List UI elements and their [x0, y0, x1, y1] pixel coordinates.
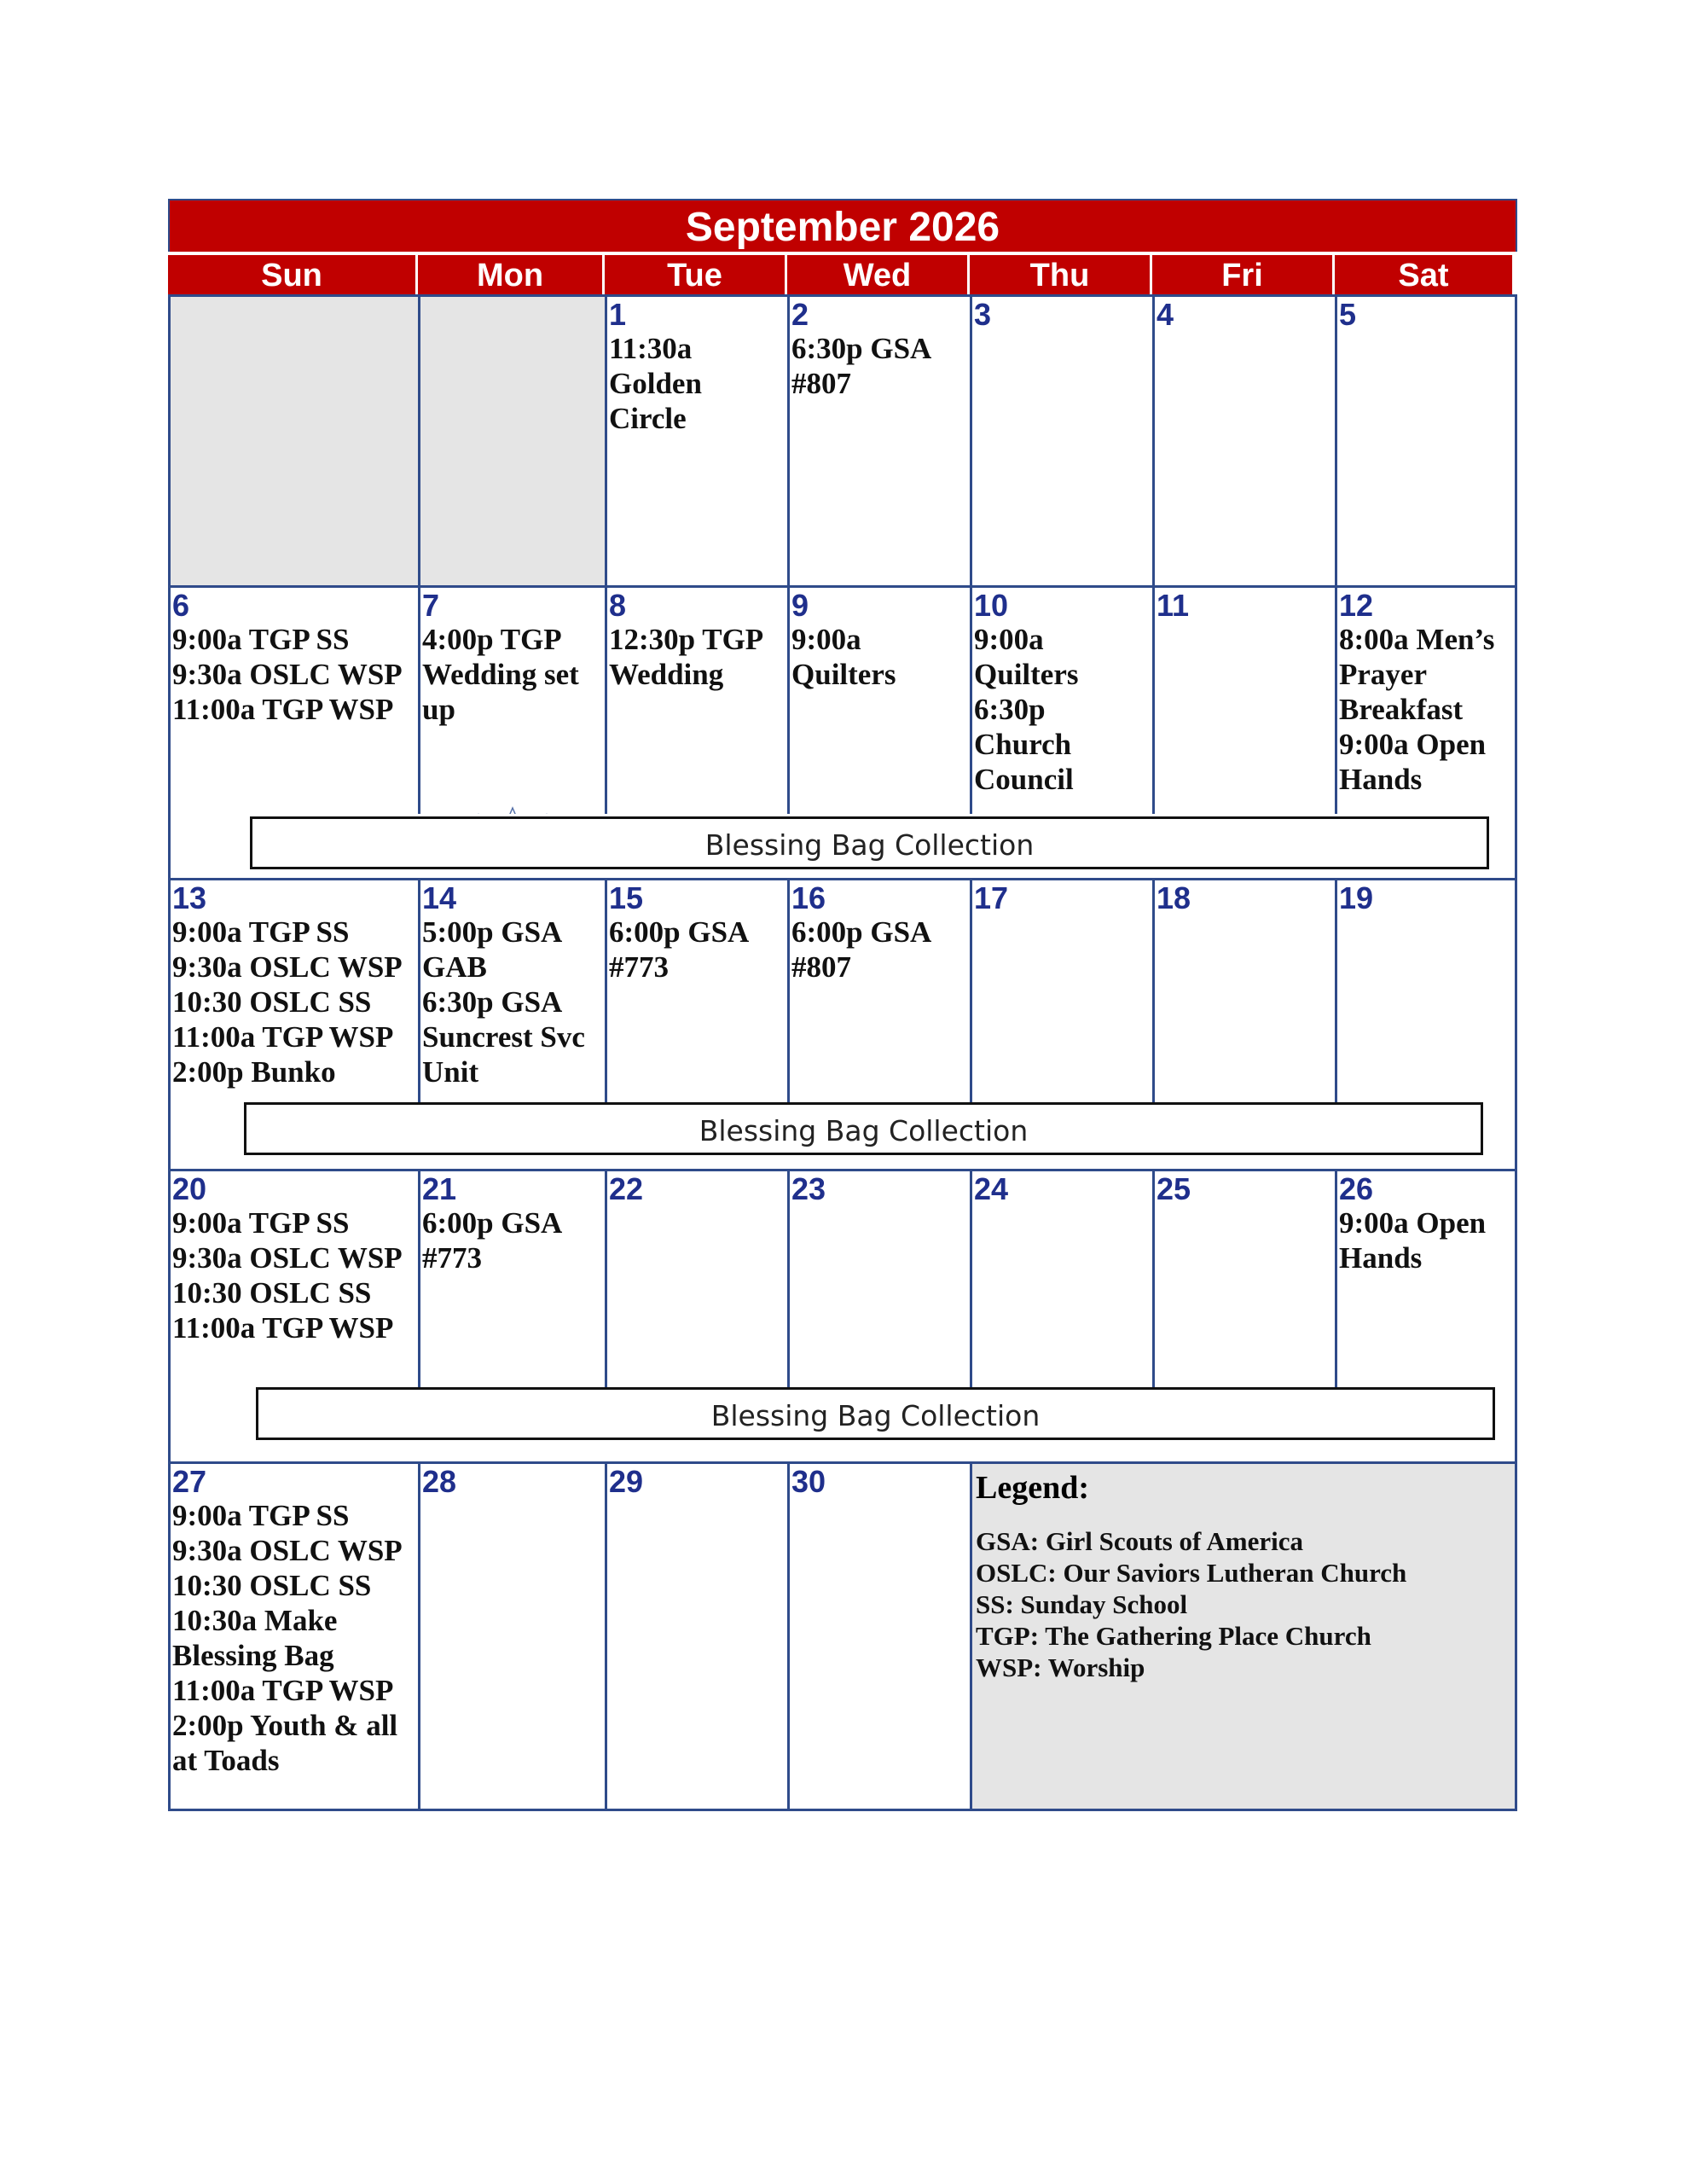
day-events: 12:30p TGP Wedding — [609, 623, 764, 691]
legend-box — [970, 1464, 1515, 1809]
day-events: 6:00p GSA #773 — [609, 915, 750, 984]
day-cell-1 — [605, 297, 787, 585]
day-number: 6 — [172, 588, 190, 623]
day-cell-2 — [787, 297, 970, 585]
day-events: 9:00a TGP SS 9:30a OSLC WSP 11:00a TGP WSP — [172, 623, 403, 726]
day-events: 6:00p GSA #773 — [422, 1206, 563, 1275]
day-number: 9 — [791, 588, 809, 623]
day-events: 9:00a Quilters 6:30p Church Council — [974, 623, 1079, 796]
weekday-sat: Sat — [1332, 255, 1512, 294]
legend-title: Legend: — [976, 1470, 1089, 1506]
weekday-wed: Wed — [785, 255, 967, 294]
weekday-sun: Sun — [168, 255, 415, 294]
weekday-mon: Mon — [415, 255, 602, 294]
day-number: 3 — [974, 297, 992, 332]
day-cell-3 — [970, 297, 1152, 585]
day-number: 16 — [791, 880, 826, 915]
day-number: 25 — [1157, 1171, 1191, 1206]
day-cell-27 — [171, 1464, 418, 1809]
day-number: 13 — [172, 880, 207, 915]
day-events: 4:00p TGP Wedding set up — [422, 623, 579, 726]
legend-item: SS: Sunday School — [976, 1589, 1188, 1619]
day-number: 10 — [974, 588, 1009, 623]
day-cell-29 — [605, 1464, 787, 1809]
legend-item: OSLC: Our Saviors Lutheran Church — [976, 1558, 1407, 1588]
week-row — [171, 1169, 1515, 1461]
day-number: 23 — [791, 1171, 826, 1206]
weekday-header — [168, 255, 1517, 294]
day-number: 21 — [422, 1171, 457, 1206]
day-number: 20 — [172, 1171, 207, 1206]
day-events: 9:00a Open Hands — [1339, 1206, 1487, 1275]
blessing-bag-banner: Blessing Bag Collection — [244, 1102, 1483, 1155]
day-cell-28 — [418, 1464, 605, 1809]
calendar-grid — [168, 294, 1517, 1811]
day-number: 28 — [422, 1464, 457, 1499]
day-events: 9:00a TGP SS 9:30a OSLC WSP 10:30 OSLC SS 11:00a TGP WSP 2:00p Bunko — [172, 915, 403, 1089]
day-events: 6:30p GSA #807 — [791, 332, 932, 400]
day-events: 11:30a Golden Circle — [609, 332, 702, 435]
day-number: 14 — [422, 880, 457, 915]
week-row — [171, 294, 1515, 585]
day-number: 26 — [1339, 1171, 1374, 1206]
day-cell-5 — [1335, 297, 1515, 585]
day-number: 18 — [1157, 880, 1191, 915]
day-events: 8:00a Men’s Prayer Breakfast 9:00a Open Hands — [1339, 623, 1495, 796]
week-row — [171, 878, 1515, 1169]
day-number: 17 — [974, 880, 1009, 915]
day-number: 1 — [609, 297, 627, 332]
legend-item: WSP: Worship — [976, 1653, 1145, 1682]
calendar — [168, 199, 1517, 1811]
day-events: 9:00a TGP SS 9:30a OSLC WSP 10:30 OSLC SS 11:00a TGP WSP — [172, 1206, 403, 1345]
day-number: 2 — [791, 297, 809, 332]
day-number: 27 — [172, 1464, 207, 1499]
day-number: 7 — [422, 588, 440, 623]
day-cell-30 — [787, 1464, 970, 1809]
day-cell-4 — [1152, 297, 1335, 585]
weekday-tue: Tue — [602, 255, 785, 294]
blessing-bag-banner: Blessing Bag Collection — [250, 816, 1489, 869]
day-number: 19 — [1339, 880, 1374, 915]
week-row — [171, 1461, 1515, 1809]
day-number: 15 — [609, 880, 644, 915]
day-number: 4 — [1157, 297, 1174, 332]
legend-item: GSA: Girl Scouts of America — [976, 1526, 1304, 1556]
day-number: 22 — [609, 1171, 644, 1206]
blessing-bag-banner: Blessing Bag Collection — [256, 1387, 1495, 1440]
weekday-fri: Fri — [1150, 255, 1332, 294]
weekday-thu: Thu — [967, 255, 1150, 294]
day-number: 11 — [1157, 588, 1190, 623]
day-number: 12 — [1339, 588, 1374, 623]
day-events: 6:00p GSA #807 — [791, 915, 932, 984]
week-row — [171, 585, 1515, 878]
day-number: 8 — [609, 588, 627, 623]
empty-day-cell — [171, 297, 418, 585]
day-events: 5:00p GSA GAB 6:30p GSA Suncrest Svc Unit — [422, 915, 585, 1089]
day-number: 29 — [609, 1464, 644, 1499]
legend-item: TGP: The Gathering Place Church — [976, 1621, 1371, 1651]
grid-bottom-border — [171, 1809, 1515, 1811]
day-events: 9:00a TGP SS 9:30a OSLC WSP 10:30 OSLC SS 10:30a Make Blessing Bag 11:00a TGP WSP 2:00p Youth & all at Toads — [172, 1499, 403, 1777]
day-number: 5 — [1339, 297, 1357, 332]
day-events: 9:00a Quilters — [791, 623, 896, 691]
month-title: September 2026 — [168, 199, 1517, 252]
day-number: 24 — [974, 1171, 1009, 1206]
day-number: 30 — [791, 1464, 826, 1499]
empty-day-cell — [418, 297, 605, 585]
